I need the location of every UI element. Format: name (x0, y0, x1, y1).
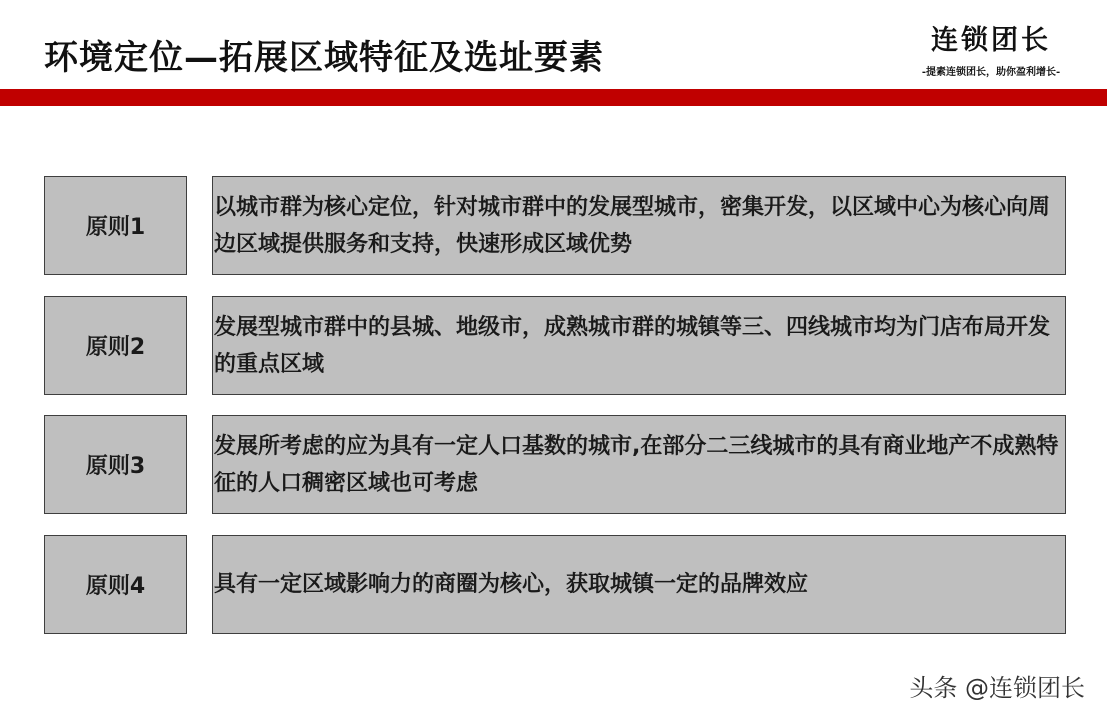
principle-row-1 (44, 176, 1066, 276)
brand-slogan: -提素连锁团长，助你盈利增长- (921, 67, 1061, 78)
principle-row-2 (44, 296, 1066, 396)
principle-text-box (212, 415, 1066, 514)
principle-label: 原则1 (44, 176, 187, 275)
watermark: 头条 @连锁团长 (909, 674, 1085, 702)
brand-logo (901, 18, 1081, 78)
principle-text: 发展型城市群中的县城、地级市，成熟城市群的城镇等三、四线城市均为门店布局开发的重点区域 (214, 314, 1051, 377)
principle-row-4 (44, 535, 1066, 635)
principle-label: 原则3 (44, 415, 187, 514)
principle-label: 原则2 (44, 296, 187, 395)
principle-text-box (212, 296, 1066, 395)
principle-text: 具有一定区域影响力的商圈为核心，获取城镇一定的品牌效应 (214, 572, 809, 597)
header-divider-bar (0, 89, 1107, 106)
brand-name: 连锁团长 (931, 25, 1051, 56)
principle-text-box (212, 176, 1066, 275)
page-title: 环境定位—拓展区域特征及选址要素 (44, 38, 604, 78)
principle-label: 原则4 (44, 535, 187, 634)
principle-text: 以城市群为核心定位，针对城市群中的发展型城市，密集开发，以区域中心为核心向周边区域提供服务和支持，快速形成区域优势 (214, 194, 1051, 257)
principle-text: 发展所考虑的应为具有一定人口基数的城市,在部分二三线城市的具有商业地产不成熟特征的人口稠密区域也可考虑 (214, 433, 1059, 496)
principle-row-3 (44, 415, 1066, 515)
principle-text-box (212, 535, 1066, 634)
